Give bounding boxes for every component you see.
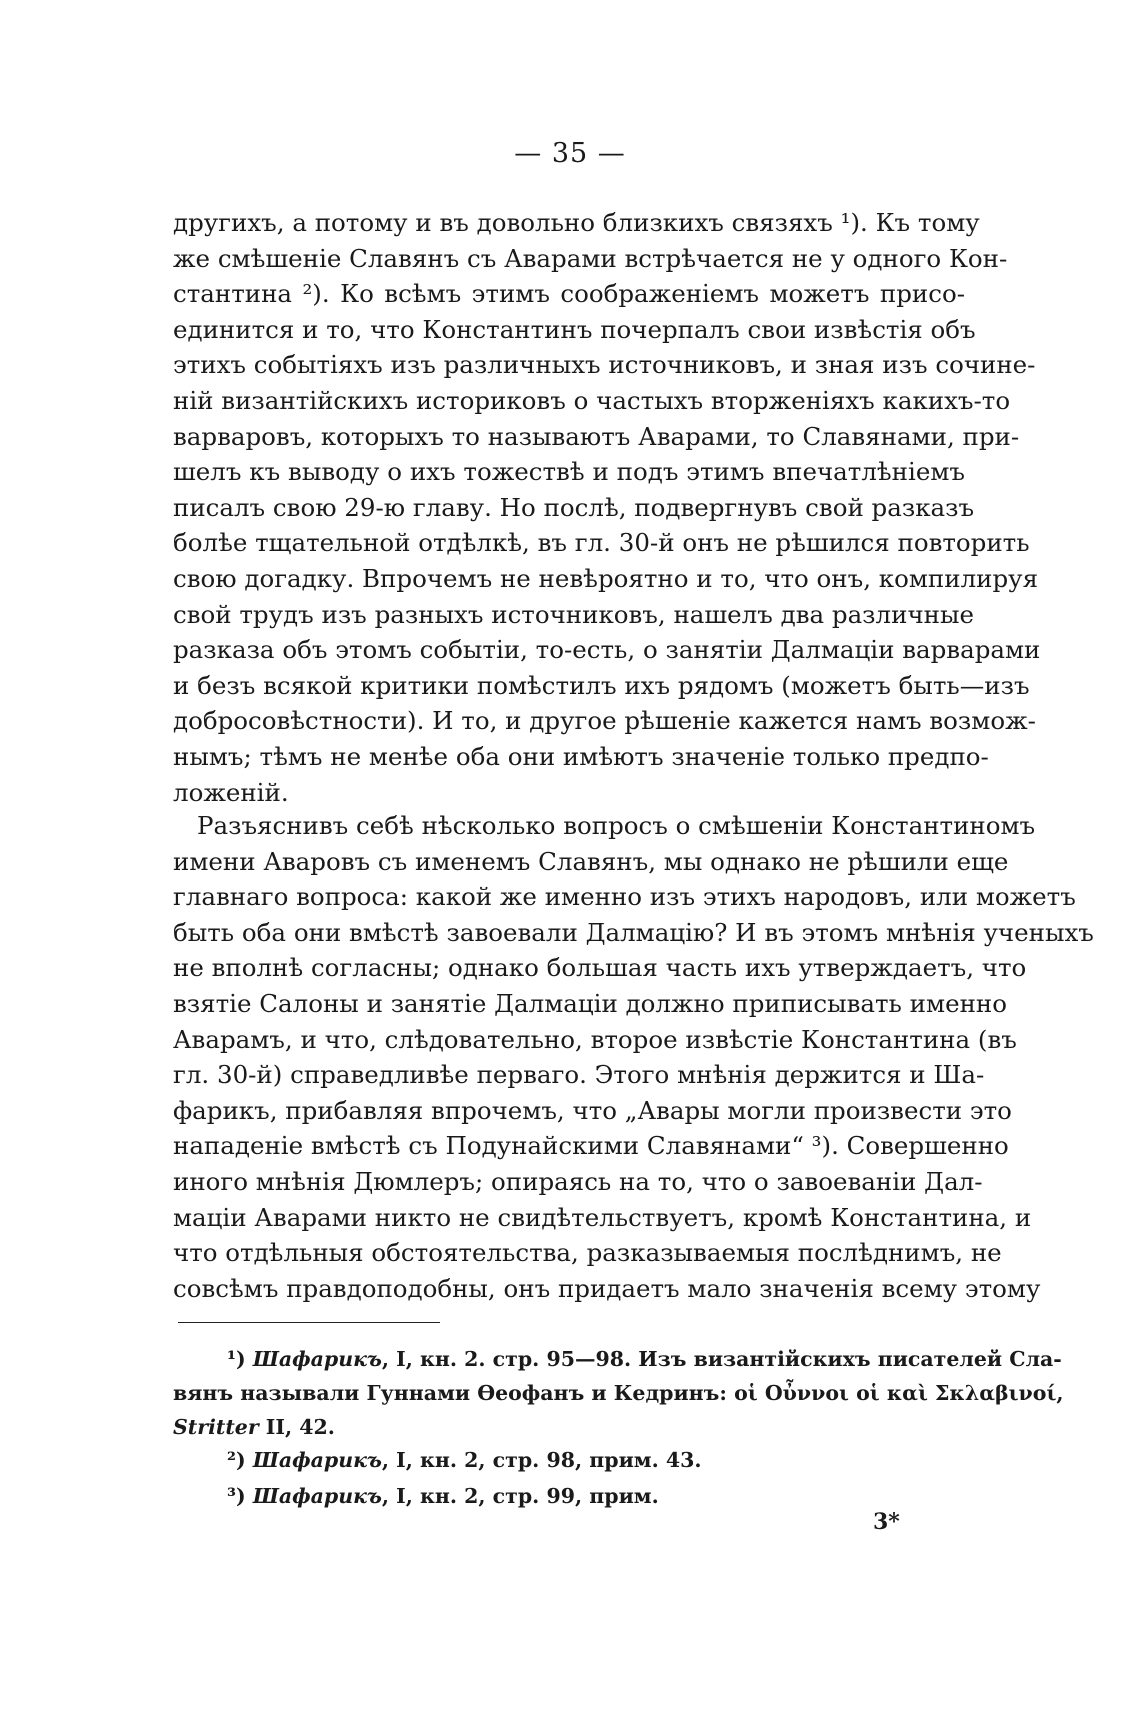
text-line: свой трудъ изъ разныхъ источниковъ, нашелъ два различные bbox=[173, 599, 974, 629]
text-line: писалъ свою 29-ю главу. Но послѣ, подвергнувъ свой разказъ bbox=[173, 492, 975, 522]
text-line: нападеніе вмѣстѣ съ Подунайскими Славянами“ ³). Совершенно bbox=[173, 1131, 1009, 1161]
footnote-line bbox=[173, 1410, 965, 1444]
text-line: варваровъ, которыхъ то называютъ Аварами, то Славянами, при- bbox=[173, 421, 1020, 451]
paragraph-1 bbox=[173, 205, 1041, 810]
text-line: иного мнѣнія Дюмлеръ; опираясь на то, что о завоеваніи Дал- bbox=[173, 1166, 983, 1196]
text-line: маціи Аварами никто не свидѣтельствуетъ, кромѣ Константина, и bbox=[173, 1202, 1032, 1232]
text-line: шелъ къ выводу о ихъ тожествѣ и подъ этимъ впечатлѣніемъ bbox=[173, 457, 965, 487]
text-line: не вполнѣ согласны; однако большая часть ихъ утверждаетъ, что bbox=[173, 953, 1027, 983]
text-line: и безъ всякой критики помѣстилъ ихъ рядомъ (можетъ быть—изъ bbox=[173, 670, 1030, 700]
footnote-author: Stritter bbox=[173, 1415, 259, 1439]
text-line: нымъ; тѣмъ не менѣе оба они имѣютъ значеніе только предпо- bbox=[173, 741, 989, 771]
text-line: совсѣмъ правдоподобны, онъ придаетъ мало значенія всему этому bbox=[173, 1273, 1041, 1303]
footnote-marker: ²) bbox=[227, 1448, 246, 1472]
text-line: болѣе тщательной отдѣлкѣ, въ гл. 30-й онъ не рѣшился повторить bbox=[173, 528, 1030, 558]
text-line: Аварамъ, и что, слѣдовательно, второе извѣстіе Константина (въ bbox=[173, 1024, 1017, 1054]
footnote-3 bbox=[173, 1479, 965, 1513]
footnote-marker: ¹) bbox=[227, 1347, 246, 1371]
text-line: этихъ событіяхъ изъ различныхъ источниковъ, и зная изъ сочине- bbox=[173, 350, 1036, 380]
text-line: главнаго вопроса: какой же именно изъ этихъ народовъ, или можетъ bbox=[173, 882, 1076, 912]
paragraph-2 bbox=[173, 808, 1094, 1306]
footnote-2 bbox=[173, 1443, 965, 1477]
text-line: быть оба они вмѣстѣ завоевали Далмацію? И въ этомъ мнѣнія ученыхъ bbox=[173, 917, 1094, 947]
footnote-author: Шафарикъ bbox=[252, 1347, 382, 1371]
text-line: единится и то, что Константинъ почерпалъ свои извѣстія объ bbox=[173, 314, 976, 344]
footnote-text: II, 42. bbox=[258, 1415, 335, 1439]
footnote-author: Шафарикъ bbox=[252, 1484, 382, 1508]
text-line: разказа объ этомъ событіи, то-есть, о занятіи Далмаціи варварами bbox=[173, 635, 1041, 665]
footnote-line bbox=[173, 1443, 965, 1477]
footnote-line bbox=[173, 1479, 965, 1513]
footnote-line bbox=[173, 1342, 1062, 1376]
text-line: свою догадку. Впрочемъ не невѣроятно и то, что онъ, компилируя bbox=[173, 563, 1039, 593]
text-line: гл. 30-й) справедливѣе перваго. Этого мнѣнія держится и Ша- bbox=[173, 1060, 985, 1090]
text-line: фарикъ, прибавляя впрочемъ, что „Авары могли произвести это bbox=[173, 1095, 1012, 1125]
footnote-text: , I, кн. 2, стр. 99, прим. bbox=[381, 1484, 659, 1508]
text-line: ній византійскихъ историковъ о частыхъ вторженіяхъ какихъ-то bbox=[173, 385, 1011, 415]
text-line: ложеній. bbox=[173, 777, 289, 807]
page-number: — 35 — bbox=[514, 138, 626, 169]
footnote-1 bbox=[173, 1342, 1064, 1444]
footnote-text: , I, кн. 2. стр. 95—98. Изъ византійскихъ писателей Сла- bbox=[381, 1347, 1062, 1371]
text-line: стантина ²). Ко всѣмъ этимъ соображеніемъ можетъ присо- bbox=[173, 279, 965, 309]
text-line: что отдѣльныя обстоятельства, разказываемыя послѣднимъ, не bbox=[173, 1238, 1002, 1268]
footnote-marker: ³) bbox=[227, 1484, 246, 1508]
signature-mark: 3* bbox=[873, 1509, 900, 1535]
footnote-author: Шафарикъ bbox=[252, 1448, 382, 1472]
text-line: другихъ, а потому и въ довольно близкихъ связяхъ ¹). Къ тому bbox=[173, 208, 980, 237]
footnote-divider bbox=[178, 1322, 440, 1323]
text-line: добросовѣстности). И то, и другое рѣшеніе кажется намъ возмож- bbox=[173, 706, 1036, 736]
text-line: имени Аваровъ съ именемъ Славянъ, мы однако не рѣшили еще bbox=[173, 846, 1009, 876]
text-line: взятіе Салоны и занятіе Далмаціи должно приписывать именно bbox=[173, 988, 1007, 1018]
text-line: Разъяснивъ себѣ нѣсколько вопросъ о смѣшеніи Константиномъ bbox=[197, 811, 1036, 840]
footnote-line: вянъ называли Гуннами Ѳеофанъ и Кедринъ: οἱ Οὖννοι οἱ καὶ Σκλαβινοί, bbox=[173, 1381, 1064, 1405]
footnote-text: , I, кн. 2, стр. 98, прим. 43. bbox=[381, 1448, 702, 1472]
text-line: же смѣшеніе Славянъ съ Аварами встрѣчается не у одного Кон- bbox=[173, 243, 1008, 273]
